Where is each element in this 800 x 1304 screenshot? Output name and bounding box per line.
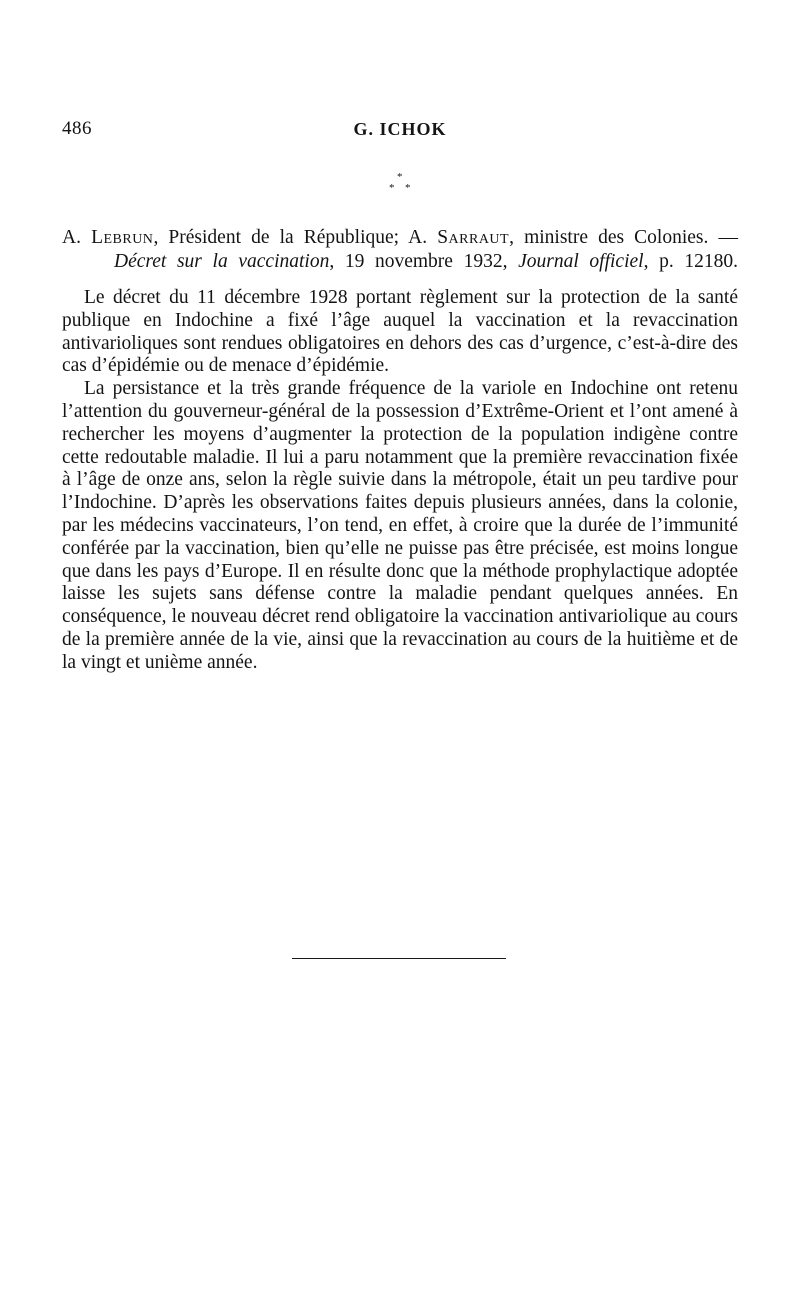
asterisk-left: * [389, 182, 395, 194]
journal-page: , p. 12180. [643, 251, 738, 272]
author1-initial: A. [62, 227, 92, 248]
asterisk-right: * [405, 182, 411, 194]
asterisk-top: * [397, 171, 403, 183]
citation-line-1 [62, 226, 738, 250]
citation-line-2 [62, 250, 738, 274]
decree-citation [62, 226, 738, 274]
author1-name: Lebrun [91, 227, 154, 248]
closing-rule [292, 958, 506, 959]
decree-date: , 19 novembre 1932, [329, 251, 519, 272]
journal-name: Journal officiel [518, 251, 644, 272]
author2-role: , ministre des Colonies. — [509, 227, 738, 248]
paragraph-1: Le décret du 11 décembre 1928 portant règlement sur la protection de la santé publique en Indochine a fixé l’âge auquel la vaccination et la revaccination antivarioliques sont rendues obligatoires en dehors des cas d’urgence, c’est-à-dire des cas d’épidémie ou de menace d’épidémie. [62, 287, 738, 377]
decree-title: Décret sur la vaccination [114, 251, 330, 272]
asterism [386, 172, 418, 198]
body-text [62, 287, 738, 675]
author2-name: Sarraut [437, 227, 510, 248]
author1-role: , Président de la République; [153, 227, 409, 248]
running-head: G. ICHOK [353, 119, 447, 139]
paragraph-2: La persistance et la très grande fréquence de la variole en Indochine ont retenu l’attention du gouverneur-général de la possession d’Extrême-Orient et l’ont amené à rechercher les moyens d’augmenter la protection de la population indigène contre cette redoutable maladie. Il lui a paru notamment que la première revaccination fixée à l’âge de onze ans, selon la règle suivie dans la métropole, était un peu tardive pour l’Indochine. D’après les observations faites depuis plusieurs années, dans la colonie, par les médecins vaccinateurs, l’on tend, en effet, à croire que la durée de l’immunité conférée par la vaccination, bien qu’elle ne puisse pas être précisée, est moins longue que dans les pays d’Europe. Il en résulte donc que la méthode prophylactique adoptée laisse les sujets sans défense contre la maladie pendant quelques années. En conséquence, le nouveau décret rend obligatoire la vaccination antivariolique au cours de la première année de la vie, ainsi que la revaccination au cours de la huitième et de la vingt et unième année. [62, 378, 738, 673]
page-number: 486 [62, 118, 92, 139]
author2-initial: A. [408, 227, 438, 248]
